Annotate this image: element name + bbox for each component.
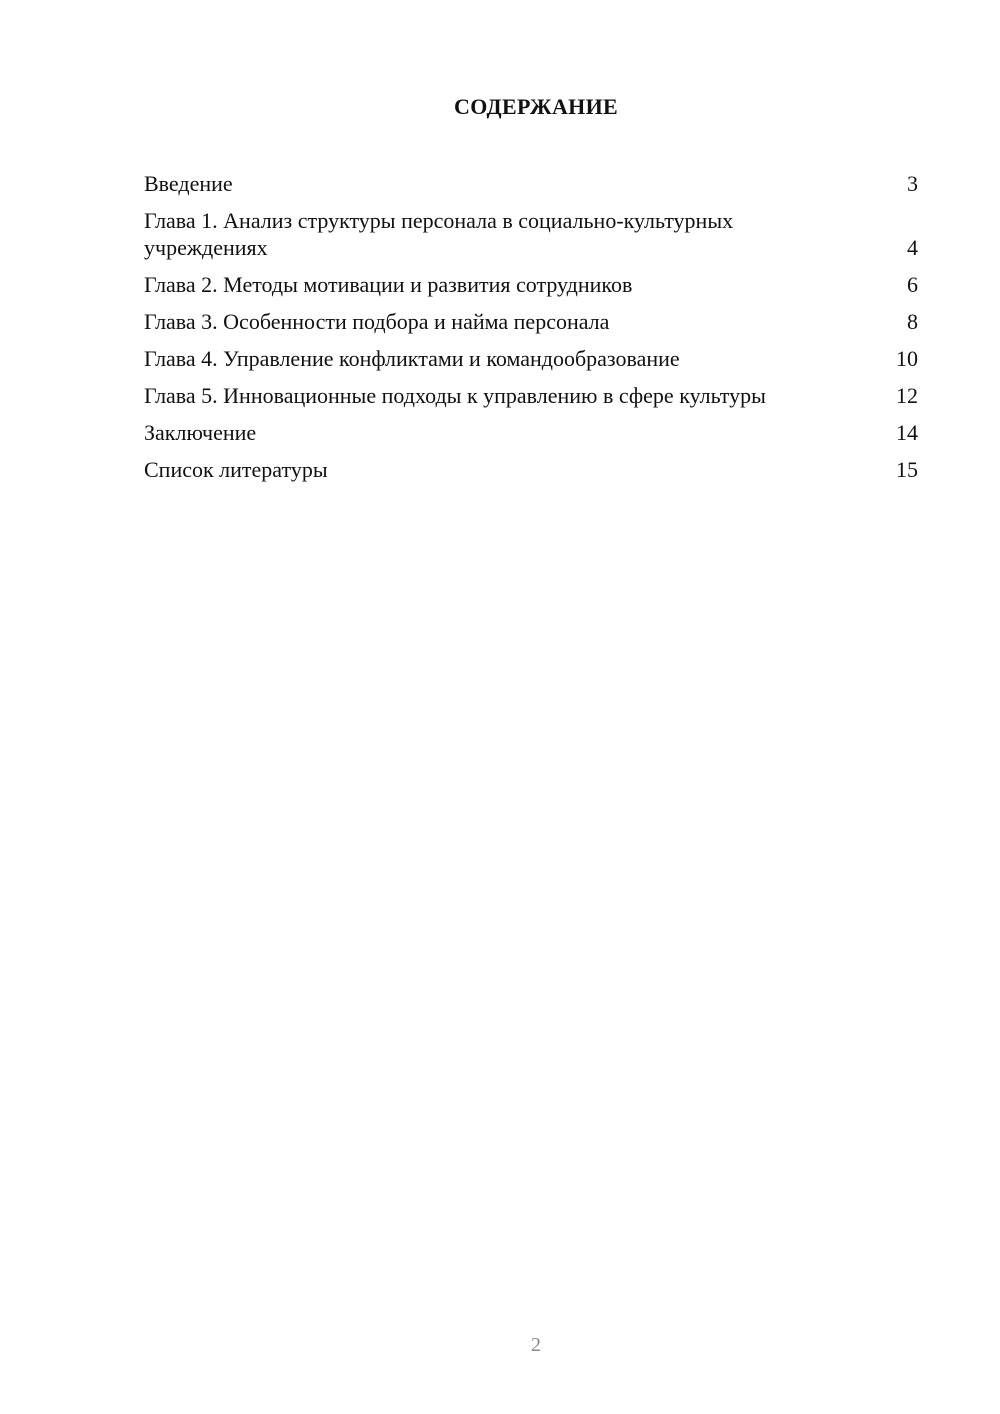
page-number: 2: [531, 1334, 541, 1356]
toc-item-text: Глава 1. Анализ структуры персонала в социально-культурных учреждениях: [144, 208, 734, 260]
table-of-contents: [144, 170, 918, 493]
toc-item-page: 3: [907, 171, 918, 196]
toc-item-text: Глава 5. Инновационные подходы к управлению в сфере культуры: [144, 383, 766, 408]
toc-item-chapter-1: [144, 207, 918, 261]
toc-item-text: Глава 2. Методы мотивации и развития сотрудников: [144, 272, 633, 297]
toc-item-introduction: [144, 170, 918, 197]
page-title: СОДЕРЖАНИЕ: [454, 94, 618, 119]
toc-item-page: 8: [907, 309, 918, 334]
toc-item-page: 12: [896, 383, 918, 408]
toc-item-chapter-3: [144, 308, 918, 335]
toc-item-page: 14: [896, 420, 918, 445]
toc-item-chapter-5: [144, 382, 918, 409]
toc-item-conclusion: [144, 419, 918, 446]
toc-item-text: Заключение: [144, 420, 257, 445]
toc-item-text: Глава 3. Особенности подбора и найма персонала: [144, 309, 610, 334]
toc-item-page: 15: [896, 457, 918, 482]
toc-item-chapter-2: [144, 271, 918, 298]
toc-item-text: Введение: [144, 171, 233, 196]
toc-item-text: Список литературы: [144, 457, 328, 482]
toc-item-bibliography: [144, 456, 918, 483]
toc-item-page: 4: [907, 235, 918, 260]
toc-item-page: 6: [907, 272, 918, 297]
toc-item-chapter-4: [144, 345, 918, 372]
toc-item-page: 10: [896, 346, 918, 371]
toc-item-text: Глава 4. Управление конфликтами и командообразование: [144, 346, 680, 371]
